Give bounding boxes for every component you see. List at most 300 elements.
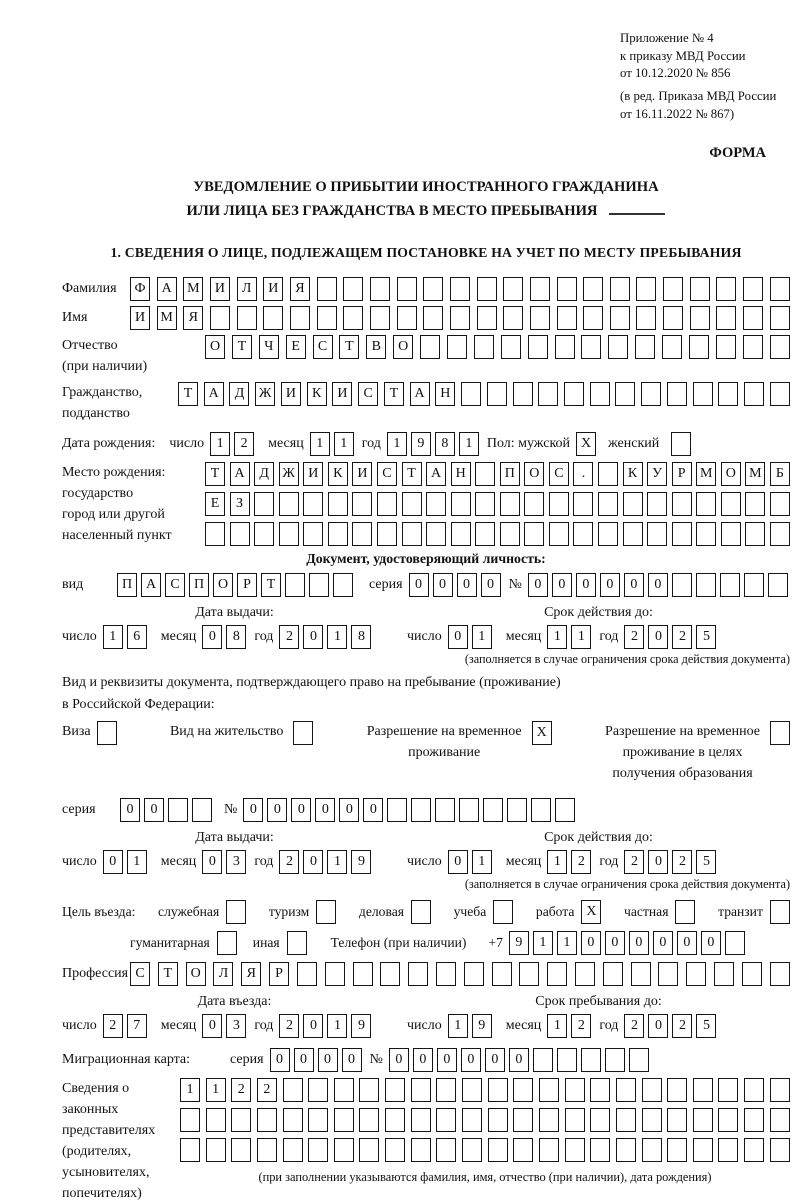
char-box[interactable]: 9	[351, 1014, 371, 1038]
char-box[interactable]	[192, 798, 212, 822]
char-box[interactable]	[581, 1048, 601, 1072]
char-box[interactable]	[462, 1138, 482, 1162]
char-box[interactable]	[530, 306, 550, 330]
char-box[interactable]	[370, 306, 390, 330]
char-box[interactable]: 0	[581, 931, 601, 955]
char-box[interactable]: 3	[226, 1014, 246, 1038]
char-box[interactable]	[590, 1078, 610, 1102]
char-box[interactable]	[231, 1138, 251, 1162]
char-box[interactable]: 0	[648, 625, 668, 649]
char-box[interactable]: 8	[226, 625, 246, 649]
char-box[interactable]	[488, 1078, 508, 1102]
char-box[interactable]: И	[303, 462, 323, 486]
char-box[interactable]	[408, 962, 428, 986]
char-box[interactable]	[539, 1078, 559, 1102]
sex-female-checkbox[interactable]	[671, 432, 691, 456]
char-box[interactable]	[716, 306, 736, 330]
char-box[interactable]: П	[189, 573, 209, 597]
char-box[interactable]	[501, 335, 521, 359]
char-box[interactable]: И	[130, 306, 150, 330]
char-box[interactable]	[411, 1108, 431, 1132]
char-box[interactable]	[387, 798, 407, 822]
char-box[interactable]	[770, 1078, 790, 1102]
char-box[interactable]	[359, 1078, 379, 1102]
char-box[interactable]: Т	[158, 962, 178, 986]
char-box[interactable]: 2	[624, 850, 644, 874]
char-box[interactable]: 0	[461, 1048, 481, 1072]
purpose-private-checkbox[interactable]	[675, 900, 695, 924]
char-box[interactable]	[531, 798, 551, 822]
char-box[interactable]	[573, 492, 593, 516]
char-box[interactable]: 1	[334, 432, 354, 456]
char-box[interactable]	[539, 1108, 559, 1132]
char-box[interactable]	[528, 335, 548, 359]
char-box[interactable]	[464, 962, 484, 986]
char-box[interactable]: 1	[310, 432, 330, 456]
char-box[interactable]: Ч	[259, 335, 279, 359]
char-box[interactable]: 0	[339, 798, 359, 822]
char-box[interactable]: 0	[202, 1014, 222, 1038]
char-box[interactable]	[308, 1138, 328, 1162]
purpose-work-checkbox[interactable]: X	[581, 900, 601, 924]
char-box[interactable]	[744, 1138, 764, 1162]
char-box[interactable]	[672, 492, 692, 516]
char-box[interactable]	[590, 1108, 610, 1132]
char-box[interactable]: А	[410, 382, 430, 406]
temp-residence-checkbox[interactable]: X	[532, 721, 552, 745]
visa-checkbox[interactable]	[97, 721, 117, 745]
char-box[interactable]	[573, 522, 593, 546]
char-box[interactable]: 5	[696, 625, 716, 649]
char-box[interactable]	[615, 382, 635, 406]
char-box[interactable]	[503, 277, 523, 301]
char-box[interactable]: Л	[213, 962, 233, 986]
char-box[interactable]	[500, 492, 520, 516]
char-box[interactable]	[590, 1138, 610, 1162]
char-box[interactable]	[623, 492, 643, 516]
char-box[interactable]: 2	[571, 1014, 591, 1038]
char-box[interactable]	[436, 1108, 456, 1132]
char-box[interactable]	[549, 492, 569, 516]
char-box[interactable]	[180, 1108, 200, 1132]
char-box[interactable]: О	[213, 573, 233, 597]
purpose-study-checkbox[interactable]	[493, 900, 513, 924]
char-box[interactable]	[524, 492, 544, 516]
char-box[interactable]	[667, 1138, 687, 1162]
char-box[interactable]	[716, 335, 736, 359]
purpose-official-checkbox[interactable]	[226, 900, 246, 924]
char-box[interactable]: Д	[254, 462, 274, 486]
char-box[interactable]	[631, 962, 651, 986]
char-box[interactable]	[693, 1138, 713, 1162]
char-box[interactable]	[642, 1078, 662, 1102]
char-box[interactable]: 0	[303, 625, 323, 649]
char-box[interactable]	[636, 277, 656, 301]
char-box[interactable]	[555, 798, 575, 822]
char-box[interactable]: 0	[363, 798, 383, 822]
char-box[interactable]	[696, 522, 716, 546]
char-box[interactable]	[303, 492, 323, 516]
char-box[interactable]: Р	[269, 962, 289, 986]
char-box[interactable]: 0	[600, 573, 620, 597]
char-box[interactable]	[474, 335, 494, 359]
char-box[interactable]: 2	[672, 1014, 692, 1038]
char-box[interactable]	[290, 306, 310, 330]
char-box[interactable]	[557, 1048, 577, 1072]
char-box[interactable]	[524, 522, 544, 546]
char-box[interactable]	[555, 335, 575, 359]
char-box[interactable]: Т	[205, 462, 225, 486]
char-box[interactable]: 2	[279, 1014, 299, 1038]
char-box[interactable]: 9	[509, 931, 529, 955]
char-box[interactable]	[641, 382, 661, 406]
char-box[interactable]	[492, 962, 512, 986]
char-box[interactable]: 1	[180, 1078, 200, 1102]
char-box[interactable]	[451, 522, 471, 546]
char-box[interactable]: 9	[472, 1014, 492, 1038]
char-box[interactable]: 0	[437, 1048, 457, 1072]
char-box[interactable]	[629, 1048, 649, 1072]
char-box[interactable]	[716, 277, 736, 301]
char-box[interactable]: Л	[237, 277, 257, 301]
char-box[interactable]	[565, 1078, 585, 1102]
char-box[interactable]	[533, 1048, 553, 1072]
char-box[interactable]	[743, 277, 763, 301]
char-box[interactable]	[718, 1138, 738, 1162]
char-box[interactable]	[565, 1108, 585, 1132]
char-box[interactable]	[605, 1048, 625, 1072]
char-box[interactable]: 1	[547, 850, 567, 874]
char-box[interactable]: 2	[672, 850, 692, 874]
char-box[interactable]	[334, 1138, 354, 1162]
char-box[interactable]	[513, 1138, 533, 1162]
char-box[interactable]	[411, 1138, 431, 1162]
char-box[interactable]	[385, 1078, 405, 1102]
char-box[interactable]	[210, 306, 230, 330]
char-box[interactable]	[309, 573, 329, 597]
char-box[interactable]: 1	[206, 1078, 226, 1102]
char-box[interactable]: 1	[533, 931, 553, 955]
char-box[interactable]	[635, 335, 655, 359]
char-box[interactable]: 1	[327, 625, 347, 649]
char-box[interactable]: 0	[624, 573, 644, 597]
char-box[interactable]: 5	[696, 1014, 716, 1038]
char-box[interactable]	[590, 382, 610, 406]
char-box[interactable]	[623, 522, 643, 546]
char-box[interactable]: 1	[472, 625, 492, 649]
char-box[interactable]	[507, 798, 527, 822]
char-box[interactable]	[402, 492, 422, 516]
char-box[interactable]	[742, 962, 762, 986]
char-box[interactable]	[297, 962, 317, 986]
char-box[interactable]	[488, 1108, 508, 1132]
char-box[interactable]	[672, 522, 692, 546]
char-box[interactable]	[237, 306, 257, 330]
char-box[interactable]	[581, 335, 601, 359]
char-box[interactable]: 0	[413, 1048, 433, 1072]
char-box[interactable]	[343, 306, 363, 330]
char-box[interactable]	[279, 522, 299, 546]
char-box[interactable]: 0	[303, 850, 323, 874]
char-box[interactable]	[690, 277, 710, 301]
char-box[interactable]	[696, 492, 716, 516]
char-box[interactable]: 0	[291, 798, 311, 822]
char-box[interactable]: 0	[648, 573, 668, 597]
char-box[interactable]	[359, 1138, 379, 1162]
char-box[interactable]: И	[332, 382, 352, 406]
char-box[interactable]	[690, 306, 710, 330]
char-box[interactable]: 1	[547, 1014, 567, 1038]
char-box[interactable]: 0	[448, 850, 468, 874]
char-box[interactable]: Т	[402, 462, 422, 486]
char-box[interactable]	[435, 798, 455, 822]
char-box[interactable]: 0	[605, 931, 625, 955]
char-box[interactable]	[352, 522, 372, 546]
char-box[interactable]	[770, 306, 790, 330]
char-box[interactable]	[647, 492, 667, 516]
char-box[interactable]	[462, 1078, 482, 1102]
char-box[interactable]: 0	[144, 798, 164, 822]
char-box[interactable]: 0	[270, 1048, 290, 1072]
char-box[interactable]: 0	[648, 850, 668, 874]
char-box[interactable]: 2	[672, 625, 692, 649]
char-box[interactable]: 0	[653, 931, 673, 955]
char-box[interactable]	[377, 492, 397, 516]
char-box[interactable]	[616, 1108, 636, 1132]
char-box[interactable]	[477, 277, 497, 301]
char-box[interactable]: Н	[451, 462, 471, 486]
char-box[interactable]: И	[263, 277, 283, 301]
char-box[interactable]	[658, 962, 678, 986]
purpose-business-checkbox[interactable]	[411, 900, 431, 924]
char-box[interactable]	[380, 962, 400, 986]
char-box[interactable]	[647, 522, 667, 546]
char-box[interactable]	[436, 1078, 456, 1102]
char-box[interactable]: О	[721, 462, 741, 486]
char-box[interactable]	[718, 1078, 738, 1102]
char-box[interactable]: Т	[384, 382, 404, 406]
char-box[interactable]: А	[157, 277, 177, 301]
char-box[interactable]	[423, 306, 443, 330]
char-box[interactable]: 1	[327, 1014, 347, 1038]
char-box[interactable]: К	[328, 462, 348, 486]
char-box[interactable]: 0	[648, 1014, 668, 1038]
char-box[interactable]: 2	[279, 850, 299, 874]
char-box[interactable]: Н	[435, 382, 455, 406]
char-box[interactable]: О	[393, 335, 413, 359]
char-box[interactable]	[725, 931, 745, 955]
char-box[interactable]: А	[141, 573, 161, 597]
char-box[interactable]: 2	[279, 625, 299, 649]
char-box[interactable]: 8	[351, 625, 371, 649]
char-box[interactable]: 1	[459, 432, 479, 456]
char-box[interactable]	[377, 522, 397, 546]
char-box[interactable]: Т	[232, 335, 252, 359]
char-box[interactable]	[475, 522, 495, 546]
char-box[interactable]	[598, 522, 618, 546]
char-box[interactable]	[477, 306, 497, 330]
char-box[interactable]	[285, 573, 305, 597]
char-box[interactable]: 7	[127, 1014, 147, 1038]
char-box[interactable]: С	[313, 335, 333, 359]
char-box[interactable]	[279, 492, 299, 516]
char-box[interactable]: И	[210, 277, 230, 301]
char-box[interactable]	[257, 1138, 277, 1162]
char-box[interactable]	[770, 962, 790, 986]
char-box[interactable]	[283, 1078, 303, 1102]
char-box[interactable]	[610, 306, 630, 330]
char-box[interactable]	[616, 1078, 636, 1102]
char-box[interactable]	[353, 962, 373, 986]
char-box[interactable]: В	[366, 335, 386, 359]
char-box[interactable]	[768, 573, 788, 597]
char-box[interactable]	[744, 382, 764, 406]
char-box[interactable]: Я	[241, 962, 261, 986]
char-box[interactable]	[662, 335, 682, 359]
char-box[interactable]	[420, 335, 440, 359]
char-box[interactable]	[721, 492, 741, 516]
char-box[interactable]: Е	[205, 492, 225, 516]
char-box[interactable]: М	[157, 306, 177, 330]
char-box[interactable]	[608, 335, 628, 359]
char-box[interactable]	[334, 1108, 354, 1132]
char-box[interactable]	[359, 1108, 379, 1132]
char-box[interactable]: М	[745, 462, 765, 486]
char-box[interactable]: М	[183, 277, 203, 301]
char-box[interactable]: 2	[231, 1078, 251, 1102]
char-box[interactable]	[436, 962, 456, 986]
char-box[interactable]	[663, 277, 683, 301]
char-box[interactable]	[564, 382, 584, 406]
char-box[interactable]	[693, 382, 713, 406]
char-box[interactable]	[538, 382, 558, 406]
char-box[interactable]: 0	[528, 573, 548, 597]
char-box[interactable]	[328, 522, 348, 546]
char-box[interactable]: 2	[624, 625, 644, 649]
char-box[interactable]: 0	[509, 1048, 529, 1072]
char-box[interactable]: 0	[294, 1048, 314, 1072]
char-box[interactable]: Ж	[279, 462, 299, 486]
char-box[interactable]: 0	[629, 931, 649, 955]
char-box[interactable]	[257, 1108, 277, 1132]
char-box[interactable]: 0	[481, 573, 501, 597]
char-box[interactable]	[745, 522, 765, 546]
char-box[interactable]	[334, 1078, 354, 1102]
char-box[interactable]	[744, 1078, 764, 1102]
char-box[interactable]	[743, 335, 763, 359]
char-box[interactable]: К	[307, 382, 327, 406]
char-box[interactable]	[530, 277, 550, 301]
char-box[interactable]: .	[573, 462, 593, 486]
purpose-other-checkbox[interactable]	[287, 931, 307, 955]
char-box[interactable]: 0	[318, 1048, 338, 1072]
char-box[interactable]: 0	[576, 573, 596, 597]
char-box[interactable]	[557, 306, 577, 330]
char-box[interactable]	[565, 1138, 585, 1162]
char-box[interactable]	[770, 277, 790, 301]
char-box[interactable]	[583, 306, 603, 330]
char-box[interactable]	[610, 277, 630, 301]
char-box[interactable]: 1	[127, 850, 147, 874]
char-box[interactable]: 1	[557, 931, 577, 955]
char-box[interactable]	[743, 306, 763, 330]
char-box[interactable]	[333, 573, 353, 597]
char-box[interactable]	[770, 335, 790, 359]
char-box[interactable]	[180, 1138, 200, 1162]
char-box[interactable]	[770, 1108, 790, 1132]
char-box[interactable]	[370, 277, 390, 301]
char-box[interactable]: 0	[267, 798, 287, 822]
char-box[interactable]	[426, 492, 446, 516]
char-box[interactable]: С	[358, 382, 378, 406]
char-box[interactable]: 0	[409, 573, 429, 597]
char-box[interactable]: Е	[286, 335, 306, 359]
char-box[interactable]: Т	[339, 335, 359, 359]
char-box[interactable]: 0	[202, 850, 222, 874]
char-box[interactable]: А	[426, 462, 446, 486]
char-box[interactable]: 8	[435, 432, 455, 456]
char-box[interactable]	[770, 382, 790, 406]
char-box[interactable]: Я	[183, 306, 203, 330]
char-box[interactable]: Б	[770, 462, 790, 486]
char-box[interactable]	[325, 962, 345, 986]
char-box[interactable]: 0	[120, 798, 140, 822]
char-box[interactable]	[583, 277, 603, 301]
char-box[interactable]	[303, 522, 323, 546]
char-box[interactable]	[519, 962, 539, 986]
char-box[interactable]	[718, 1108, 738, 1132]
char-box[interactable]	[513, 1108, 533, 1132]
char-box[interactable]: 0	[448, 625, 468, 649]
char-box[interactable]	[254, 492, 274, 516]
char-box[interactable]	[487, 382, 507, 406]
char-box[interactable]	[720, 573, 740, 597]
char-box[interactable]	[539, 1138, 559, 1162]
char-box[interactable]	[667, 1108, 687, 1132]
char-box[interactable]: Ф	[130, 277, 150, 301]
char-box[interactable]: С	[549, 462, 569, 486]
char-box[interactable]: Т	[178, 382, 198, 406]
char-box[interactable]	[426, 522, 446, 546]
char-box[interactable]	[663, 306, 683, 330]
char-box[interactable]	[254, 522, 274, 546]
char-box[interactable]: К	[623, 462, 643, 486]
char-box[interactable]: С	[165, 573, 185, 597]
purpose-transit-checkbox[interactable]	[770, 900, 790, 924]
char-box[interactable]: 2	[234, 432, 254, 456]
char-box[interactable]: 2	[257, 1078, 277, 1102]
char-box[interactable]	[263, 306, 283, 330]
char-box[interactable]	[672, 573, 692, 597]
sex-male-checkbox[interactable]: X	[576, 432, 596, 456]
char-box[interactable]	[451, 492, 471, 516]
char-box[interactable]: 0	[202, 625, 222, 649]
char-box[interactable]: 0	[303, 1014, 323, 1038]
char-box[interactable]	[168, 798, 188, 822]
char-box[interactable]: Т	[261, 573, 281, 597]
char-box[interactable]: П	[117, 573, 137, 597]
char-box[interactable]	[696, 573, 716, 597]
char-box[interactable]: 3	[226, 850, 246, 874]
char-box[interactable]: 1	[103, 625, 123, 649]
char-box[interactable]: 1	[571, 625, 591, 649]
purpose-tourism-checkbox[interactable]	[316, 900, 336, 924]
char-box[interactable]	[206, 1138, 226, 1162]
char-box[interactable]	[397, 306, 417, 330]
char-box[interactable]: Я	[290, 277, 310, 301]
char-box[interactable]: 1	[448, 1014, 468, 1038]
char-box[interactable]: Ж	[255, 382, 275, 406]
